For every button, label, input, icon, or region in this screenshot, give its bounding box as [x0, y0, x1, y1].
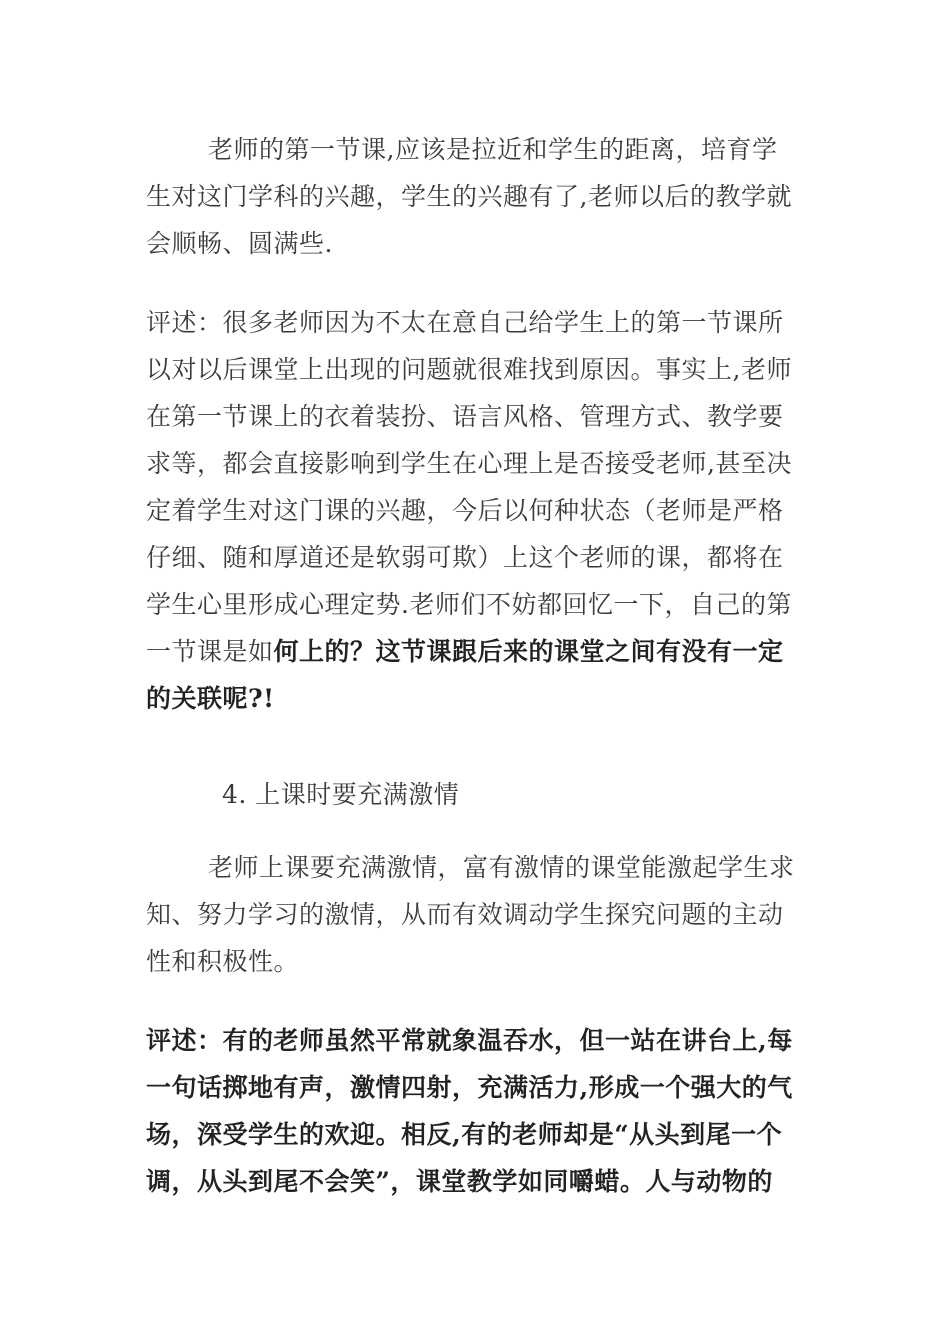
section-heading	[146, 776, 806, 814]
text-line: 生对这门学科的兴趣，学生的兴趣有了,老师以后的教学就	[146, 182, 792, 211]
paragraph-passion	[146, 849, 806, 981]
text-segment-bold: 何上的？这节课跟后来的课堂之间有没有一定	[273, 637, 784, 666]
text-line-bold: 评述：有的老师虽然平常就象温吞水，但一站在讲台上,每	[146, 1026, 793, 1055]
text-segment: 一节课是如	[146, 637, 274, 666]
text-line-bold: 场，深受学生的欢迎。相反,有的老师却是“从头到尾一个	[146, 1120, 783, 1149]
text-line: 知、努力学习的激情，从而有效调动学生探究问题的主动	[146, 900, 784, 929]
text-line: 在第一节课上的衣着装扮、语言风格、管理方式、教学要	[146, 402, 784, 431]
text-line-bold: 一句话掷地有声，激情四射，充满活力,形成一个强大的气	[146, 1073, 793, 1102]
paragraph-commentary-1	[146, 304, 806, 718]
text-line: 老师的第一节课,应该是拉近和学生的距离，培育学	[208, 135, 778, 164]
paragraph-commentary-2	[146, 1022, 806, 1201]
text-line: 评述：很多老师因为不太在意自己给学生上的第一节课所	[146, 308, 784, 337]
text-line: 老师上课要充满激情，富有激情的课堂能激起学生求	[208, 853, 795, 882]
text-line: 会顺畅、圆满些.	[146, 229, 333, 258]
text-line: 仔细、随和厚道还是软弱可欺）上这个老师的课，都将在	[146, 543, 784, 572]
text-line: 以对以后课堂上出现的问题就很难找到原因。事实上,老师	[146, 355, 792, 384]
text-line: 求等，都会直接影响到学生在心理上是否接受老师,甚至决	[146, 449, 792, 478]
paragraph-first-lesson	[146, 131, 806, 263]
text-line: 性和积极性。	[146, 947, 300, 976]
text-line-bold: 的关联呢?!	[146, 684, 275, 713]
text-line: 定着学生对这门课的兴趣，今后以何种状态（老师是严格	[146, 496, 784, 525]
text-line-mixed	[146, 633, 806, 671]
heading-text: 4. 上课时要充满激情	[222, 780, 460, 809]
text-line: 学生心里形成心理定势.老师们不妨都回忆一下，自己的第	[146, 590, 792, 619]
text-line-bold: 调，从头到尾不会笑”，课堂教学如同嚼蜡。人与动物的	[146, 1167, 773, 1196]
